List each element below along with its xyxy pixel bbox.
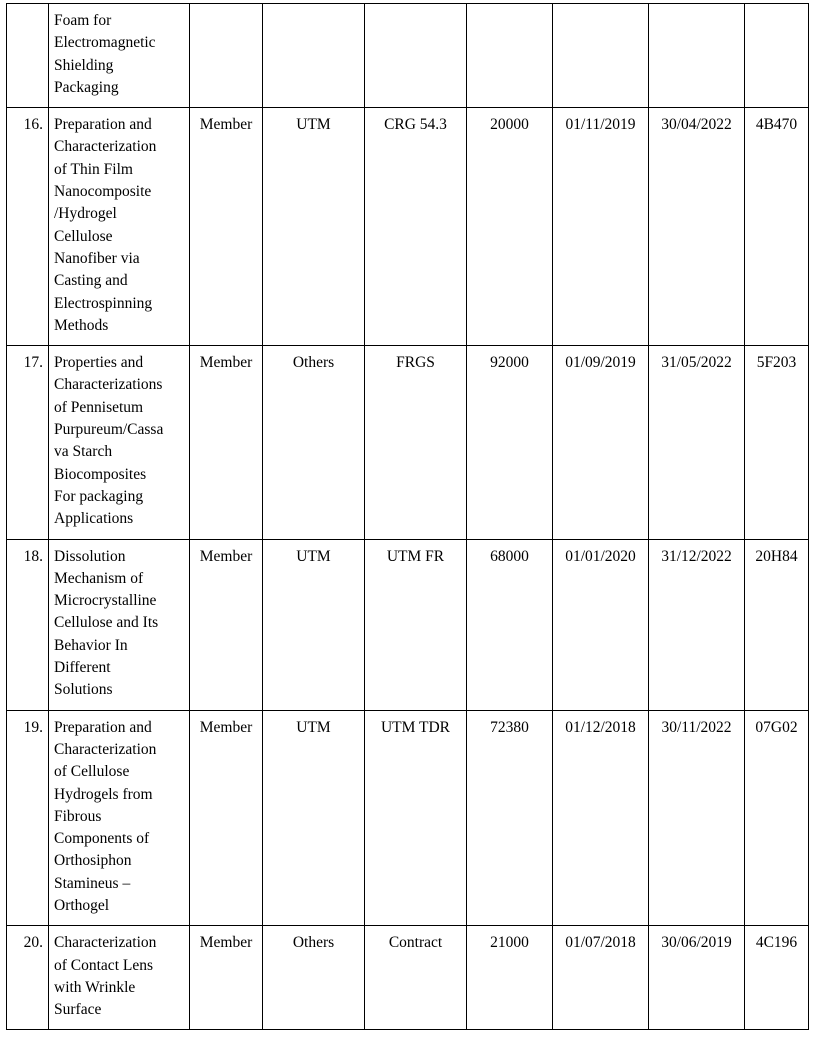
project-title-line: of Thin Film — [54, 160, 133, 178]
project-title-line: Purpureum/Cassa — [54, 421, 164, 439]
project-title-line: with Wrinkle — [54, 978, 136, 996]
grant-type-cell: UTM FR — [365, 539, 467, 710]
project-title — [49, 346, 190, 539]
row-number: 20. — [7, 926, 49, 1030]
table-body — [7, 4, 809, 1030]
sponsor-cell: Others — [263, 346, 365, 539]
project-title-line: Fibrous — [54, 807, 102, 825]
role-cell: Member — [190, 710, 263, 926]
project-title-line: Nanocomposite — [54, 183, 152, 201]
project-code-cell: 07G02 — [745, 710, 809, 926]
row-number: 16. — [7, 108, 49, 346]
project-title-line: Orthosiphon — [54, 852, 132, 870]
project-title-line: of Pennisetum — [54, 398, 144, 416]
project-title-line: Applications — [54, 510, 134, 528]
sponsor-cell: UTM — [263, 108, 365, 346]
role-cell: Member — [190, 539, 263, 710]
row-number: 19. — [7, 710, 49, 926]
amount-cell: 21000 — [467, 926, 553, 1030]
grant-type-cell — [365, 4, 467, 108]
project-title — [49, 4, 190, 108]
project-title-line: Mechanism of — [54, 569, 144, 587]
project-title-line: Cellulose — [54, 227, 113, 245]
start-date-cell: 01/01/2020 — [553, 539, 649, 710]
project-title-line: Different — [54, 659, 111, 677]
row-number: 18. — [7, 539, 49, 710]
project-title-line: Preparation and — [54, 116, 152, 134]
project-title — [49, 710, 190, 926]
project-title-line: Cellulose and Its — [54, 614, 159, 632]
start-date-cell: 01/11/2019 — [553, 108, 649, 346]
amount-cell — [467, 4, 553, 108]
sponsor-cell: Others — [263, 926, 365, 1030]
project-title-line: Shielding — [54, 56, 114, 74]
table-row — [7, 539, 809, 710]
end-date-cell: 31/12/2022 — [649, 539, 745, 710]
project-title-line: Hydrogels from — [54, 785, 153, 803]
project-code-cell: 5F203 — [745, 346, 809, 539]
project-title-line: of Contact Lens — [54, 956, 154, 974]
project-title-line: Behavior In — [54, 636, 128, 654]
project-code-cell: 4C196 — [745, 926, 809, 1030]
table-row — [7, 346, 809, 539]
project-title-line: Characterization — [54, 740, 157, 758]
project-title-line: Components of — [54, 830, 150, 848]
grant-type-cell: UTM TDR — [365, 710, 467, 926]
project-title — [49, 108, 190, 346]
start-date-cell: 01/07/2018 — [553, 926, 649, 1030]
project-title-line: Characterization — [54, 138, 157, 156]
project-code-cell: 4B470 — [745, 108, 809, 346]
project-title-line: Nanofiber via — [54, 249, 140, 267]
project-title-line: Orthogel — [54, 896, 110, 914]
table-row — [7, 4, 809, 108]
project-title-line: Casting and — [54, 272, 128, 290]
project-title-line: Dissolution — [54, 547, 126, 565]
project-code-cell: 20H84 — [745, 539, 809, 710]
project-title-line: /Hydrogel — [54, 205, 117, 223]
project-title-line: For packaging — [54, 487, 144, 505]
grant-type-cell: Contract — [365, 926, 467, 1030]
project-title-line: Surface — [54, 1001, 102, 1019]
sponsor-cell: UTM — [263, 539, 365, 710]
project-title-line: Foam for — [54, 12, 112, 29]
project-title — [49, 926, 190, 1030]
project-title-line: Electrospinning — [54, 294, 153, 312]
row-number — [7, 4, 49, 108]
end-date-cell: 31/05/2022 — [649, 346, 745, 539]
research-grants-table — [6, 3, 809, 1030]
role-cell — [190, 4, 263, 108]
project-title-line: Characterizations — [54, 376, 163, 394]
grant-type-cell: CRG 54.3 — [365, 108, 467, 346]
role-cell: Member — [190, 346, 263, 539]
amount-cell: 20000 — [467, 108, 553, 346]
project-title-line: Electromagnetic — [54, 34, 156, 52]
project-title-line: va Starch — [54, 443, 113, 461]
amount-cell: 68000 — [467, 539, 553, 710]
project-title-line: Characterization — [54, 934, 157, 952]
end-date-cell: 30/11/2022 — [649, 710, 745, 926]
project-code-cell — [745, 4, 809, 108]
project-title — [49, 539, 190, 710]
project-title-line: Properties and — [54, 354, 144, 372]
start-date-cell: 01/12/2018 — [553, 710, 649, 926]
end-date-cell — [649, 4, 745, 108]
end-date-cell: 30/04/2022 — [649, 108, 745, 346]
project-title-line: Methods — [54, 316, 109, 334]
project-title-line: Biocomposites — [54, 465, 147, 483]
project-title-line: Stamineus – — [54, 874, 131, 892]
start-date-cell — [553, 4, 649, 108]
sponsor-cell — [263, 4, 365, 108]
table-row — [7, 710, 809, 926]
project-title-line: Microcrystalline — [54, 592, 157, 610]
sponsor-cell: UTM — [263, 710, 365, 926]
grant-type-cell: FRGS — [365, 346, 467, 539]
project-title-line: Packaging — [54, 78, 119, 96]
role-cell: Member — [190, 926, 263, 1030]
amount-cell: 92000 — [467, 346, 553, 539]
project-title-line: of Cellulose — [54, 763, 130, 781]
amount-cell: 72380 — [467, 710, 553, 926]
end-date-cell: 30/06/2019 — [649, 926, 745, 1030]
project-title-line: Solutions — [54, 681, 113, 699]
row-number: 17. — [7, 346, 49, 539]
start-date-cell: 01/09/2019 — [553, 346, 649, 539]
role-cell: Member — [190, 108, 263, 346]
table-row — [7, 926, 809, 1030]
table-row — [7, 108, 809, 346]
project-title-line: Preparation and — [54, 718, 152, 736]
